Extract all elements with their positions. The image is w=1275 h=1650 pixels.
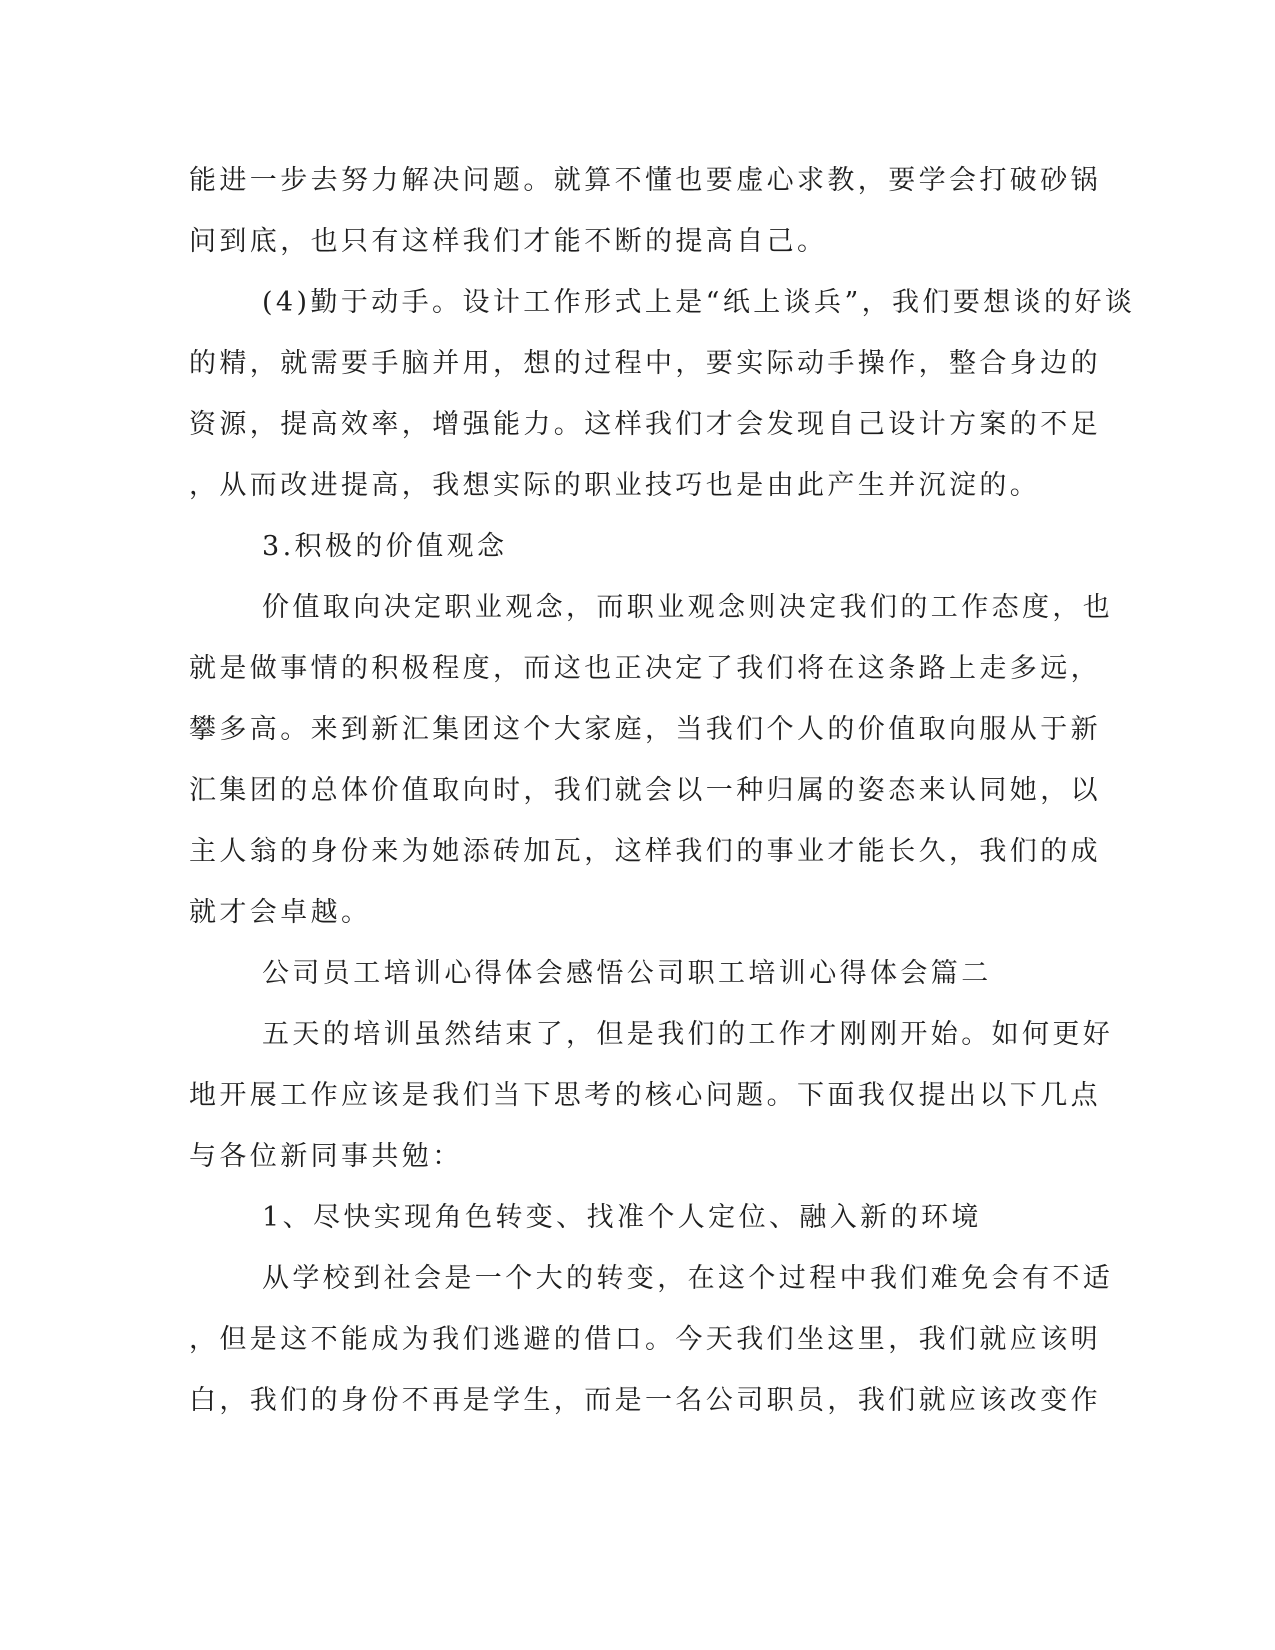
- text-line: 白，我们的身份不再是学生，而是一名公司职员，我们就应该改变作: [189, 1385, 1101, 1416]
- section-title: 公司员工培训心得体会感悟公司职工培训心得体会篇二: [262, 958, 992, 989]
- text-line: 汇集团的总体价值取向时，我们就会以一种归属的姿态来认同她，以: [189, 775, 1101, 806]
- text-line: 地开展工作应该是我们当下思考的核心问题。下面我仅提出以下几点: [189, 1080, 1101, 1111]
- section-heading: 1、尽快实现角色转变、找准个人定位、融入新的环境: [262, 1202, 982, 1233]
- text-line: 与各位新同事共勉：: [189, 1141, 463, 1172]
- section-heading: 3.积极的价值观念: [262, 531, 508, 562]
- paragraph-line: 价值取向决定职业观念，而职业观念则决定我们的工作态度，也: [262, 592, 1114, 623]
- text-line: ，从而改进提高，我想实际的职业技巧也是由此产生并沉淀的。: [189, 470, 1041, 501]
- text-line: 就是做事情的积极程度，而这也正决定了我们将在这条路上走多远，: [189, 653, 1101, 684]
- text-line: 资源，提高效率，增强能力。这样我们才会发现自己设计方案的不足: [189, 409, 1101, 440]
- text-line: ，但是这不能成为我们逃避的借口。今天我们坐这里，我们就应该明: [189, 1324, 1101, 1355]
- text-line: 问到底，也只有这样我们才能不断的提高自己。: [189, 226, 828, 257]
- text-line: 主人翁的身份来为她添砖加瓦，这样我们的事业才能长久，我们的成: [189, 836, 1101, 867]
- text-line: 能进一步去努力解决问题。就算不懂也要虚心求教，要学会打破砂锅: [189, 165, 1101, 196]
- text-line: 的精，就需要手脑并用，想的过程中，要实际动手操作，整合身边的: [189, 348, 1101, 379]
- paragraph-line: (4)勤于动手。设计工作形式上是“纸上谈兵”，我们要想谈的好谈: [262, 287, 1136, 318]
- text-line: 攀多高。来到新汇集团这个大家庭，当我们个人的价值取向服从于新: [189, 714, 1101, 745]
- paragraph-line: 从学校到社会是一个大的转变，在这个过程中我们难免会有不适: [262, 1263, 1114, 1294]
- text-line: 就才会卓越。: [189, 897, 372, 928]
- paragraph-line: 五天的培训虽然结束了，但是我们的工作才刚刚开始。如何更好: [262, 1019, 1114, 1050]
